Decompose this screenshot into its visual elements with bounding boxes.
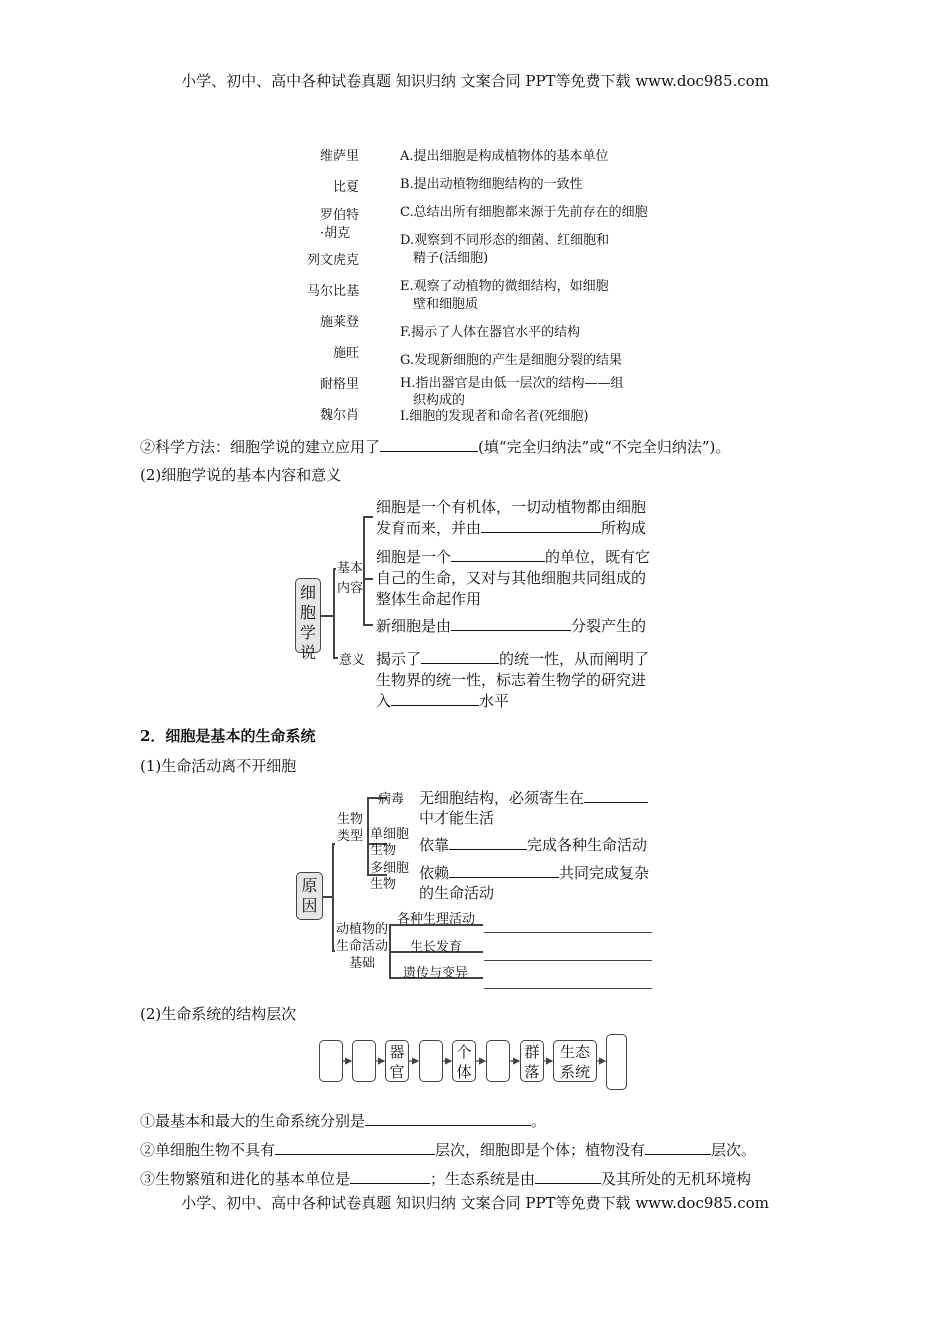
method-text: (填“完全归纳法”或“不完全归纳法”)。 [478,438,731,456]
answer-blank[interactable] [449,835,527,850]
scientist-name: 耐格里 [320,377,360,392]
contribution-item: 壁和细胞质 [413,297,479,312]
text-segment: 。 [531,1112,547,1130]
contribution-item: B.提出动植物细胞结构的一致性 [400,177,583,192]
scientist-name: 列文虎克 [307,253,360,268]
multi-cell-label: 多细胞生物 [370,861,410,892]
question-1 [140,1110,546,1131]
text-segment: 入 [376,692,392,710]
text-segment: 的统一性，从而阐明了 [499,650,650,668]
root-label: 细胞学说 [300,583,317,662]
text-segment: 层次。 [711,1141,757,1159]
level-box-blank[interactable] [319,1040,343,1082]
text-segment: ；生态系统是由 [430,1170,536,1188]
root-label: 原因 [301,876,318,915]
text-segment: 的单位，既有它 [545,548,651,566]
level-label: 群落 [524,1043,540,1081]
section-title: 2．细胞是基本的生命系统 [140,727,316,745]
content-text [376,615,646,636]
contribution-item: G.发现新细胞的产生是细胞分裂的结果 [400,353,623,368]
level-label: 个体 [456,1043,472,1081]
answer-line[interactable] [484,988,652,989]
text-segment: 无细胞结构，必须寄生在 [419,789,585,807]
level-box [452,1040,476,1082]
content-text: 细胞是一个有机体，一切动植物都由细胞 [376,498,647,516]
method-question [140,436,730,457]
scientist-name: 罗伯特 [320,208,360,223]
basis-label: 动植物的生命活动基础 [335,922,388,971]
virus-text [419,787,648,808]
scientist-name: 维萨里 [320,149,360,164]
text-segment: ②单细胞生物不具有 [140,1141,276,1159]
level-box-blank[interactable] [606,1034,627,1090]
answer-blank[interactable] [451,616,571,631]
level-box [385,1040,409,1082]
level-box [553,1040,597,1082]
meaning-text: 生物界的统一性，标志着生物学的研究进 [376,671,647,689]
text-segment: 依靠 [419,836,450,854]
diagram-root-box [296,872,323,920]
answer-line[interactable] [484,960,652,961]
section-heading: (2)细胞学说的基本内容和意义 [140,466,342,484]
scientist-name: 施旺 [333,346,360,361]
content-text [376,517,646,538]
contribution-item: 织构成的 [413,393,466,408]
level-box-blank[interactable] [352,1040,376,1082]
scientist-name: 马尔比基 [307,284,360,299]
level-label: 生态系统 [559,1043,590,1081]
question-3 [140,1168,751,1189]
text-segment: 细胞是一个 [376,548,452,566]
text-segment: 发育而来，并由 [376,519,482,537]
answer-blank[interactable] [451,547,545,562]
contribution-item: C.总结出所有细胞都来源于先前存在的细胞 [400,205,648,220]
text-segment: 及其所处的无机环境构 [601,1170,752,1188]
page-footer: 小学、初中、高中各种试卷真题 知识归纳 文案合同 PPT等免费下载 www.doc985.com [181,1194,769,1212]
page-header: 小学、初中、高中各种试卷真题 知识归纳 文案合同 PPT等免费下载 www.doc985.com [181,72,769,90]
answer-blank[interactable] [391,691,479,706]
meaning-text [376,648,649,669]
answer-blank[interactable] [350,1169,430,1184]
contribution-item: F.揭示了人体在器官水平的结构 [400,325,581,340]
level-box [520,1040,544,1082]
answer-blank[interactable] [584,788,648,803]
virus-label: 病毒 [378,792,405,807]
content-text [376,546,650,567]
text-segment: 共同完成复杂 [559,864,650,882]
answer-blank[interactable] [645,1140,711,1155]
single-cell-text [419,834,647,855]
subsection-heading: (1)生命活动离不开细胞 [140,757,297,775]
contribution-item: I.细胞的发现者和命名者(死细胞) [400,409,589,424]
text-segment: 揭示了 [376,650,422,668]
contribution-item: A.提出细胞是构成植物体的基本单位 [400,149,609,164]
subsection-heading: (2)生命系统的结构层次 [140,1005,297,1023]
contribution-item: 精子(活细胞) [413,251,489,266]
answer-blank[interactable] [449,863,559,878]
answer-blank[interactable] [275,1140,435,1155]
level-box-blank[interactable] [486,1040,510,1082]
answer-line[interactable] [484,932,652,933]
text-segment: 分裂产生的 [571,617,647,635]
content-text: 自己的生命，又对与其他细胞共同组成的 [376,569,647,587]
scientist-name: ·胡克 [320,226,351,241]
answer-blank[interactable] [365,1111,531,1126]
text-segment: ③生物繁殖和进化的基本单位是 [140,1170,351,1188]
basis-item: 遗传与变异 [403,966,469,981]
text-segment: ①最基本和最大的生命系统分别是 [140,1112,366,1130]
answer-blank[interactable] [481,518,601,533]
multi-cell-text [419,862,649,883]
branch-meaning-label: 意义 [339,653,366,668]
diagram-root-box [295,578,321,662]
text-segment: 新细胞是由 [376,617,452,635]
method-text: ②科学方法：细胞学说的建立应用了 [140,438,381,456]
text-segment: 依赖 [419,864,450,882]
single-cell-label: 单细胞生物 [370,827,410,858]
basis-item: 各种生理活动 [397,912,476,927]
scientist-name: 比夏 [333,180,360,195]
answer-blank[interactable] [421,649,499,664]
basis-item: 生长发育 [410,940,463,955]
answer-blank[interactable] [535,1169,601,1184]
contribution-item: D.观察到不同形态的细菌、红细胞和 [400,233,610,248]
text-segment: 完成各种生命活动 [527,836,648,854]
meaning-text [376,690,509,711]
answer-blank[interactable] [380,437,478,452]
branch-content-label: 基本内容 [337,561,364,596]
type-label: 生物类型 [336,812,363,844]
text-segment: 所构成 [601,519,647,537]
level-box-blank[interactable] [419,1040,443,1082]
scientist-name: 魏尔肖 [320,408,360,423]
contribution-item: H.指出器官是由低一层次的结构——组 [400,376,624,391]
level-label: 器官 [389,1043,405,1081]
scientist-name: 施莱登 [320,315,360,330]
text-segment: 水平 [479,692,510,710]
virus-text: 中才能生活 [419,809,495,827]
multi-cell-text: 的生命活动 [419,884,495,902]
content-text: 整体生命起作用 [376,590,482,608]
question-2 [140,1139,756,1160]
text-segment: 层次，细胞即是个体；植物没有 [435,1141,646,1159]
contribution-item: E.观察了动植物的微细结构，如细胞 [400,279,609,294]
